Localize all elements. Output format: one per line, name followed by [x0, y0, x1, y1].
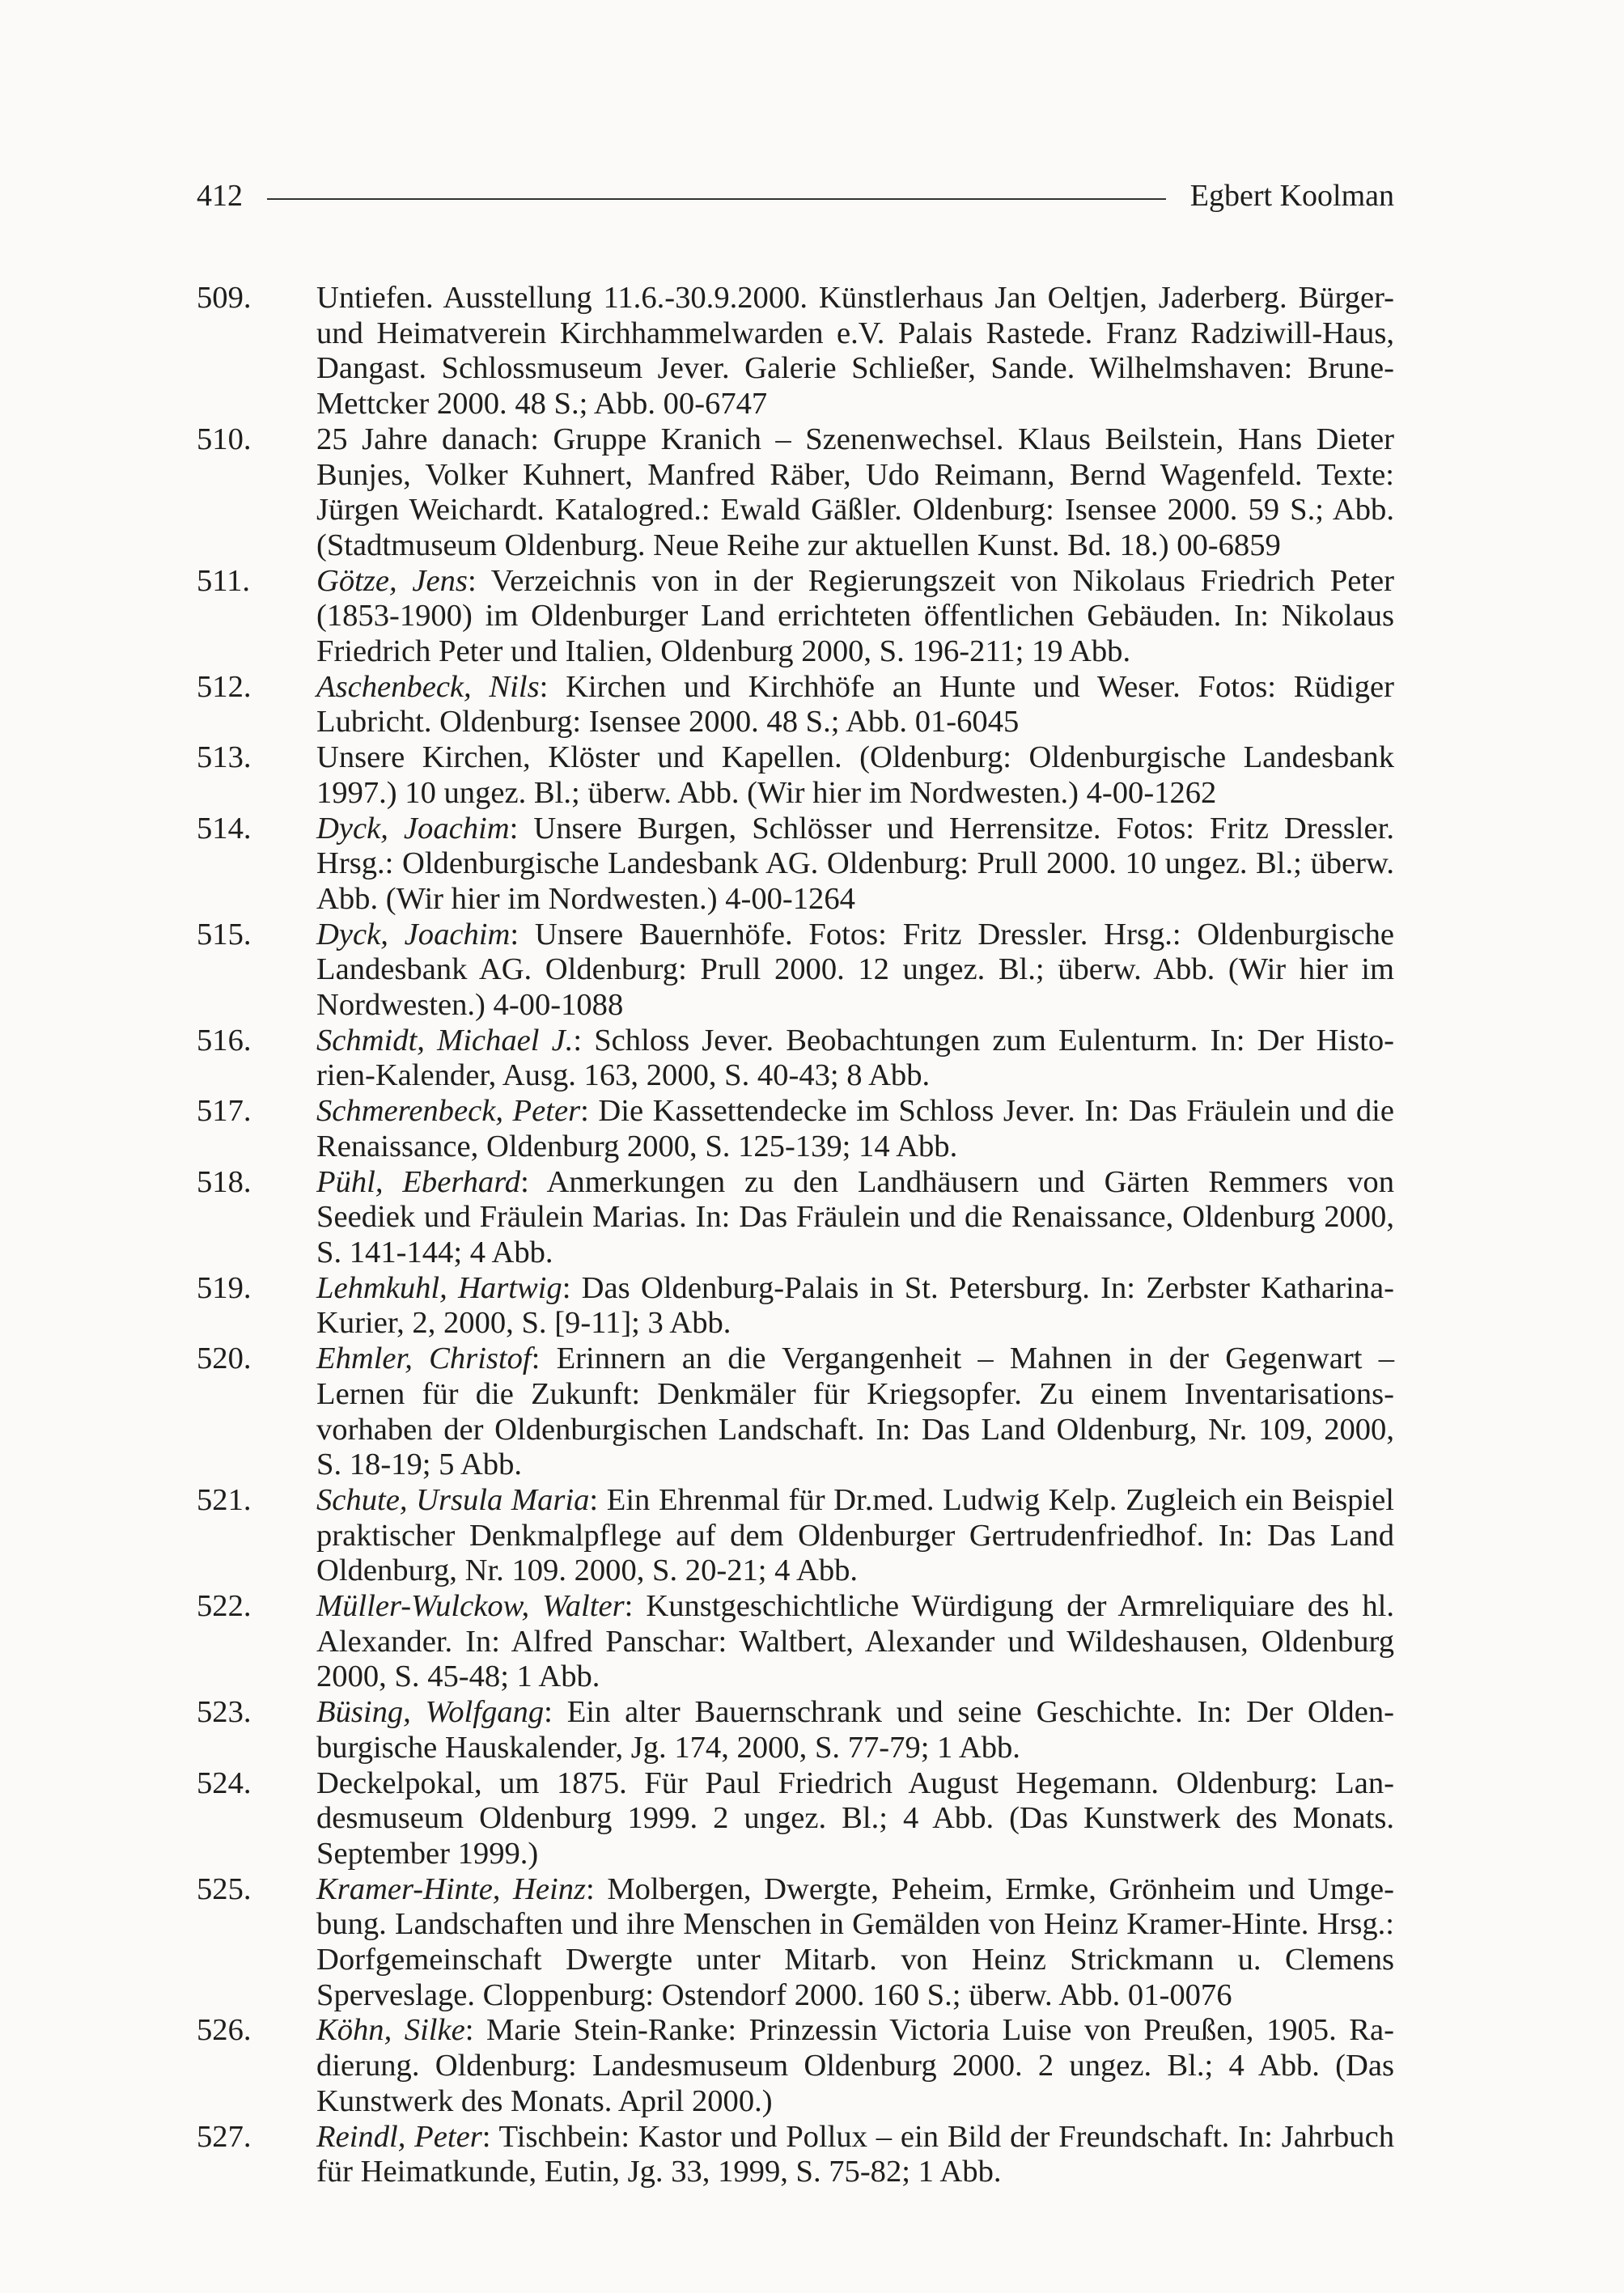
entry-text [316, 670, 1394, 740]
entry-number: 513. [197, 740, 252, 775]
entry-number: 511. [197, 563, 251, 598]
entry-text [316, 1589, 1394, 1695]
entry-author: Pühl, Eberhard [316, 1164, 521, 1199]
bibliography-entry [197, 1483, 1394, 1589]
header-rule [267, 198, 1166, 200]
entry-number: 517. [197, 1094, 252, 1129]
entry-author: Schmerenbeck, Peter [316, 1094, 581, 1129]
entry-citation: : Marie Stein-Ranke: Prinzessin Victoria Luise von Preußen, 1905. Radierung. Oldenburg: Landesmuseum Oldenburg 2000. 2 ungez. Bl.; 4 Abb. (Das Kunstwerk des Monats. April 2000.) [316, 2013, 1394, 2118]
entry-text [316, 1024, 1394, 1094]
bibliography-entry [197, 1695, 1394, 1765]
entry-citation: : Schloss Jever. Beobachtungen zum Eulenturm. In: Der Historien-Kalender, Ausg. 163, 2000, S. 40-43; 8 Abb. [316, 1023, 1395, 1093]
entry-text [316, 422, 1394, 564]
entry-number: 525. [197, 1871, 252, 1906]
page-header [197, 173, 1394, 218]
bibliography-entry [197, 2013, 1394, 2119]
bibliography-entry [197, 1872, 1394, 2014]
entry-number: 516. [197, 1023, 252, 1057]
entry-author: Büsing, Wolfgang [316, 1695, 545, 1730]
entry-number: 510. [197, 422, 252, 456]
entry-citation: : Anmerkungen zu den Landhäusern und Gärten Remmers von Seediek und Fräulein Marias. In: Das Fräulein und die Renaissance, Oldenburg 2000, S. 141-144; 4 Abb. [316, 1164, 1394, 1269]
entry-citation: : Das Oldenburg-Palais in St. Petersburg. In: Zerbster Katharina-Kurier, 2, 2000, S. [9-11]; 3 Abb. [316, 1270, 1394, 1341]
bibliography-entry [197, 2120, 1394, 2190]
entry-text [316, 564, 1394, 670]
entry-number: 509. [197, 281, 252, 315]
entry-citation: 25 Jahre danach: Gruppe Kranich – Szenenwechsel. Klaus Beilstein, Hans Dieter Bunjes, Volker Kuhnert, Manfred Räber, Udo Reimann, Bernd Wagenfeld. Texte: Jürgen Weichardt. Katalogred.: Ewald Gäßler. Oldenburg: Isensee 2000. 59 S.; Abb. (Stadtmuseum Oldenburg. Neue Reihe zur aktuellen Kunst. Bd. 18.) 00-6859 [316, 422, 1394, 562]
bibliography-entry [197, 422, 1394, 564]
entry-citation: Unsere Kirchen, Klöster und Kapellen. (Oldenburg: Oldenburgische Landesbank 1997.) 10 ungez. Bl.; überw. Abb. (Wir hier im Nordwesten.) 4-00-1262 [316, 740, 1394, 810]
entry-text [316, 2013, 1394, 2119]
bibliography-entry [197, 1271, 1394, 1341]
entry-text [316, 1695, 1394, 1765]
bibliography-entry [197, 1165, 1394, 1271]
entry-text [316, 1341, 1394, 1483]
entry-author: Schute, Ursula Maria [316, 1482, 590, 1517]
entry-author: Ehmler, Christof [316, 1341, 532, 1376]
entry-author: Reindl, Peter [316, 2119, 482, 2154]
entry-citation: : Tischbein: Kastor und Pollux – ein Bild der Freundschaft. In: Jahrbuch für Heimatkunde, Eutin, Jg. 33, 1999, S. 75-82; 1 Abb. [316, 2119, 1394, 2189]
entry-author: Aschenbeck, Nils [316, 669, 540, 704]
entry-number: 520. [197, 1341, 252, 1376]
running-head: Egbert Koolman [1189, 179, 1394, 213]
bibliography-entry [197, 812, 1394, 918]
bibliography-entry [197, 1024, 1394, 1094]
entry-citation: Untiefen. Ausstellung 11.6.-30.9.2000. Künstlerhaus Jan Oeltjen, Jaderberg. Bürger- und Heimatverein Kirchhammelwarden e.V. Palais Rastede. Franz Radziwill-Haus, Dangast. Schlossmuseum Jever. Galerie Schließer, Sande. Wilhelmshaven: Brune-Mettcker 2000. 48 S.; Abb. 00-6747 [316, 281, 1394, 422]
entry-text [316, 1766, 1394, 1872]
entry-citation: : Unsere Burgen, Schlösser und Herrensitze. Fotos: Fritz Dressler. Hrsg.: Oldenburgische Landesbank AG. Oldenburg: Prull 2000. 10 ungez. Bl.; überw. Abb. (Wir hier im Nordwesten.) 4-00-1264 [316, 811, 1394, 916]
entry-number: 524. [197, 1765, 252, 1800]
entry-author: Lehmkuhl, Hartwig [316, 1270, 562, 1305]
entry-text [316, 740, 1394, 811]
entry-citation: : Ein Ehrenmal für Dr.med. Ludwig Kelp. Zugleich ein Beispiel praktischer Denkmalpflege auf dem Oldenburger Gertrudenfriedhof. In: Das Land Oldenburg, Nr. 109. 2000, S. 20-21; 4 Abb. [316, 1482, 1394, 1588]
bibliography-entry [197, 918, 1394, 1024]
entry-citation: Deckelpokal, um 1875. Für Paul Friedrich August Hegemann. Oldenburg: Landesmuseum Oldenburg 1999. 2 ungez. Bl.; 4 Abb. (Das Kunstwerk des Monats. September 1999.) [316, 1765, 1394, 1871]
entry-citation: : Erinnern an die Vergangenheit – Mahnen in der Gegenwart – Lernen für die Zukunft: Denkmäler für Kriegsopfer. Zu einem Inventarisationsvorhaben der Oldenburgischen Landschaft. In: Das Land Oldenburg, Nr. 109, 2000, S. 18-19; 5 Abb. [316, 1341, 1394, 1482]
entry-citation: : Die Kassettendecke im Schloss Jever. In: Das Fräulein und die Renaissance, Oldenburg 2000, S. 125-139; 14 Abb. [316, 1094, 1394, 1163]
entry-text [316, 281, 1394, 422]
entry-author: Schmidt, Michael J. [316, 1023, 574, 1057]
entry-number: 521. [197, 1482, 252, 1517]
entry-author: Dyck, Joachim [316, 917, 511, 952]
entry-text [316, 1872, 1394, 2014]
page-number: 412 [197, 179, 243, 213]
entry-text [316, 1483, 1394, 1589]
entry-citation: : Ein alter Bauernschrank und seine Geschichte. In: Der Oldenburgische Hauskalender, Jg. 174, 2000, S. 77-79; 1 Abb. [316, 1695, 1394, 1765]
entry-number: 518. [197, 1164, 252, 1199]
entry-author: Götze, Jens [316, 563, 468, 598]
entry-number: 519. [197, 1270, 252, 1305]
entry-number: 512. [197, 669, 252, 704]
entry-number: 527. [197, 2119, 252, 2154]
entry-author: Müller-Wulckow, Walter [316, 1589, 625, 1624]
entry-text [316, 812, 1394, 918]
entry-author: Kramer-Hinte, Heinz [316, 1871, 587, 1906]
entry-number: 515. [197, 917, 252, 952]
bibliography-entry [197, 1341, 1394, 1483]
entry-citation: : Molbergen, Dwergte, Peheim, Ermke, Grönheim und Umgebung. Landschaften und ihre Menschen in Gemälden von Heinz Kramer-Hinte. Hrsg.: Dorfgemeinschaft Dwergte unter Mitarb. von Heinz Strickmann u. Clemens Sperveslage. Cloppenburg: Ostendorf 2000. 160 S.; überw. Abb. 01-0076 [316, 1871, 1394, 2012]
bibliography-entry [197, 1094, 1394, 1164]
bibliography-entry [197, 740, 1394, 811]
entry-number: 514. [197, 811, 252, 846]
bibliography-entry [197, 281, 1394, 422]
entry-text [316, 918, 1394, 1024]
bibliography-entry [197, 1766, 1394, 1872]
entry-citation: : Kirchen und Kirchhöfe an Hunte und Weser. Fotos: Rüdiger Lubricht. Oldenburg: Isensee 2000. 48 S.; Abb. 01-6045 [316, 669, 1395, 740]
entry-text [316, 1271, 1394, 1341]
entry-author: Dyck, Joachim [316, 811, 510, 846]
bibliography-entry [197, 564, 1394, 670]
entry-citation: : Kunstgeschichtliche Würdigung der Armreliquiare des hl. Alexander. In: Alfred Panschar: Waltbert, Alexander und Wildeshausen, Oldenburg 2000, S. 45-48; 1 Abb. [316, 1589, 1394, 1694]
bibliography-entry [197, 1589, 1394, 1695]
entry-number: 523. [197, 1695, 252, 1730]
entry-text [316, 1165, 1394, 1271]
entry-citation: : Verzeichnis von in der Regierungszeit von Nikolaus Friedrich Peter (1853-1900) im Oldenburger Land errichteten öffentlichen Gebäuden. In: Nikolaus Friedrich Peter und Italien, Oldenburg 2000, S. 196-211; 19 Abb. [316, 563, 1395, 669]
bibliography-entry [197, 670, 1394, 740]
entry-text [316, 2120, 1394, 2190]
bibliography-list [197, 281, 1394, 2190]
entry-author: Köhn, Silke [316, 2013, 465, 2048]
entry-text [316, 1094, 1394, 1164]
entry-number: 522. [197, 1589, 252, 1624]
entry-citation: : Unsere Bauernhöfe. Fotos: Fritz Dressler. Hrsg.: Oldenburgische Landesbank AG. Oldenburg: Prull 2000. 12 ungez. Bl.; überw. Abb. (Wir hier im Nordwesten.) 4-00-1088 [316, 917, 1394, 1023]
entry-number: 526. [197, 2013, 252, 2048]
